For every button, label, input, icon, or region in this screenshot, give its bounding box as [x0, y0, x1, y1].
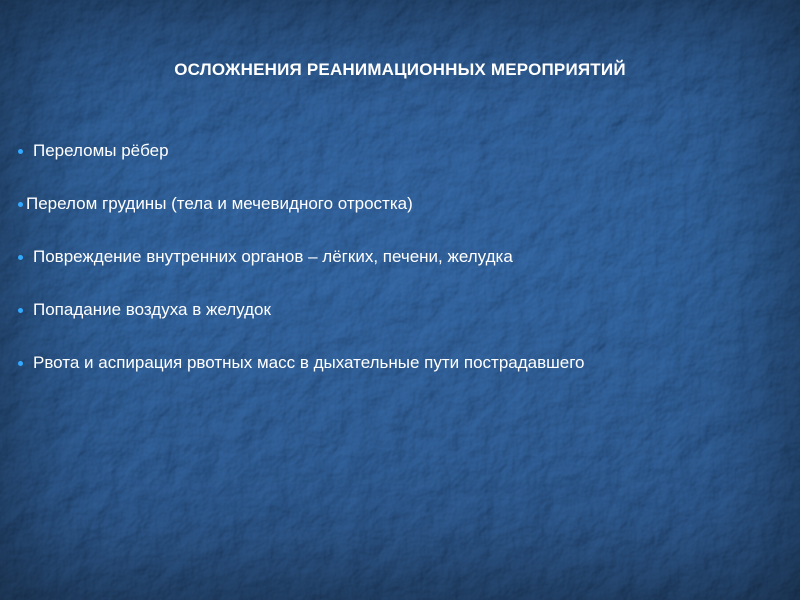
bullet-icon — [18, 255, 23, 260]
bullet-text: Попадание воздуха в желудок — [33, 300, 271, 319]
slide-title: ОСЛОЖНЕНИЯ РЕАНИМАЦИОННЫХ МЕРОПРИЯТИЙ — [174, 60, 626, 79]
bullet-icon — [18, 202, 23, 207]
bullet-list — [18, 140, 788, 405]
list-item — [18, 299, 788, 352]
bullet-text: Рвота и аспирация рвотных масс в дыхательные пути пострадавшего — [33, 353, 585, 372]
bullet-icon — [18, 361, 23, 366]
bullet-text: Перелом грудины (тела и мечевидного отростка) — [26, 194, 413, 213]
bullet-icon — [18, 149, 23, 154]
bullet-icon — [18, 308, 23, 313]
bullet-text: Переломы рёбер — [33, 141, 169, 160]
list-item — [18, 246, 788, 299]
list-item — [18, 193, 788, 246]
bullet-text: Повреждение внутренних органов – лёгких, печени, желудка — [33, 247, 513, 266]
list-item — [18, 140, 788, 193]
list-item — [18, 352, 788, 405]
